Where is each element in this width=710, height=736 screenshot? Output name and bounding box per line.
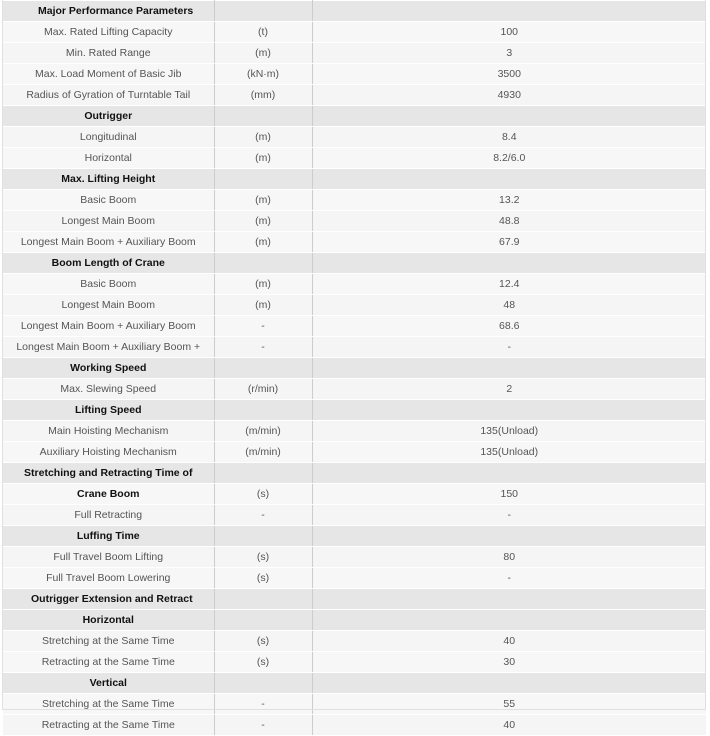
- section-header-row: [3, 610, 706, 631]
- parameter-value: 150: [312, 484, 706, 505]
- section-title: Major Performance Parameters: [3, 1, 214, 22]
- parameter-name: Longest Main Boom: [3, 295, 214, 316]
- parameter-value: [312, 358, 706, 379]
- parameter-unit: [214, 673, 312, 694]
- parameter-value: [312, 106, 706, 127]
- table-row: [3, 274, 706, 295]
- parameter-unit: [214, 106, 312, 127]
- parameter-unit: (r/min): [214, 379, 312, 400]
- parameter-unit: [214, 526, 312, 547]
- parameter-name: Min. Rated Range: [3, 43, 214, 64]
- parameter-name: Max. Rated Lifting Capacity: [3, 22, 214, 43]
- parameter-unit: (m): [214, 148, 312, 169]
- parameter-name: Longest Main Boom + Auxiliary Boom: [3, 316, 214, 337]
- parameter-unit: [214, 463, 312, 484]
- parameter-name: Radius of Gyration of Turntable Tail: [3, 85, 214, 106]
- section-title: Vertical: [3, 673, 214, 694]
- parameter-value: 3: [312, 43, 706, 64]
- parameter-value: 100: [312, 22, 706, 43]
- parameter-name: Stretching at the Same Time: [3, 631, 214, 652]
- parameter-value: [312, 253, 706, 274]
- parameter-value: 4930: [312, 85, 706, 106]
- parameter-name: Max. Load Moment of Basic Jib: [3, 64, 214, 85]
- parameter-value: 2: [312, 379, 706, 400]
- parameter-name: Basic Boom: [3, 190, 214, 211]
- parameter-unit: (s): [214, 631, 312, 652]
- parameter-unit: (m): [214, 232, 312, 253]
- table-row: [3, 190, 706, 211]
- parameter-unit: [214, 358, 312, 379]
- parameter-value: 8.2/6.0: [312, 148, 706, 169]
- table-row: [3, 379, 706, 400]
- parameter-value: 40: [312, 631, 706, 652]
- parameter-unit: -: [214, 715, 312, 736]
- table-row: [3, 715, 706, 736]
- section-header-row: [3, 1, 706, 22]
- section-header-row: [3, 358, 706, 379]
- parameter-name: Auxiliary Hoisting Mechanism: [3, 442, 214, 463]
- parameter-value: 40: [312, 715, 706, 736]
- parameter-name: Retracting at the Same Time: [3, 652, 214, 673]
- parameter-value: 13.2: [312, 190, 706, 211]
- table-row: [3, 652, 706, 673]
- parameter-name: Crane Boom: [3, 484, 214, 505]
- parameter-name: Longest Main Boom: [3, 211, 214, 232]
- table-row: [3, 421, 706, 442]
- section-header-row: [3, 400, 706, 421]
- parameter-value: 8.4: [312, 127, 706, 148]
- table-row: [3, 442, 706, 463]
- parameter-unit: -: [214, 505, 312, 526]
- section-title: Outrigger Extension and Retract: [3, 589, 214, 610]
- parameter-unit: (mm): [214, 85, 312, 106]
- parameter-name: Basic Boom: [3, 274, 214, 295]
- parameter-value: 135(Unload): [312, 442, 706, 463]
- parameter-name: Main Hoisting Mechanism: [3, 421, 214, 442]
- table-row: [3, 631, 706, 652]
- parameter-unit: -: [214, 316, 312, 337]
- table-row: [3, 43, 706, 64]
- parameter-value: [312, 400, 706, 421]
- parameter-value: 48: [312, 295, 706, 316]
- parameter-name: Retracting at the Same Time: [3, 715, 214, 736]
- parameter-value: [312, 1, 706, 22]
- table-row: [3, 127, 706, 148]
- section-title: Outrigger: [3, 106, 214, 127]
- table-row: [3, 148, 706, 169]
- parameter-value: 67.9: [312, 232, 706, 253]
- section-header-row: [3, 106, 706, 127]
- parameter-unit: (m): [214, 274, 312, 295]
- parameter-unit: -: [214, 694, 312, 715]
- parameter-unit: -: [214, 337, 312, 358]
- parameter-unit: [214, 400, 312, 421]
- parameter-unit: (t): [214, 22, 312, 43]
- parameter-name: Max. Slewing Speed: [3, 379, 214, 400]
- parameter-name: Longest Main Boom + Auxiliary Boom +: [3, 337, 214, 358]
- parameter-value: [312, 526, 706, 547]
- table-row: [3, 337, 706, 358]
- table-row: [3, 694, 706, 715]
- table-row: [3, 568, 706, 589]
- parameter-unit: [214, 610, 312, 631]
- parameter-name: Horizontal: [3, 148, 214, 169]
- performance-parameters-table: [3, 0, 706, 736]
- parameter-unit: (m): [214, 43, 312, 64]
- parameter-value: -: [312, 337, 706, 358]
- parameter-value: -: [312, 505, 706, 526]
- section-title: Working Speed: [3, 358, 214, 379]
- section-header-row: [3, 463, 706, 484]
- table-row: [3, 22, 706, 43]
- parameter-unit: [214, 1, 312, 22]
- parameter-unit: [214, 169, 312, 190]
- parameter-unit: [214, 253, 312, 274]
- section-header-row: [3, 589, 706, 610]
- parameter-unit: [214, 589, 312, 610]
- parameter-name: Longitudinal: [3, 127, 214, 148]
- parameter-unit: (m): [214, 190, 312, 211]
- section-title: Stretching and Retracting Time of: [3, 463, 214, 484]
- parameter-value: 12.4: [312, 274, 706, 295]
- table-body: [3, 1, 706, 736]
- parameter-value: [312, 589, 706, 610]
- table-row: [3, 232, 706, 253]
- table-row: [3, 505, 706, 526]
- parameter-unit: (m/min): [214, 421, 312, 442]
- table-row: [3, 547, 706, 568]
- parameter-name: Longest Main Boom + Auxiliary Boom: [3, 232, 214, 253]
- parameter-unit: (m): [214, 295, 312, 316]
- section-header-row: [3, 673, 706, 694]
- parameter-value: 55: [312, 694, 706, 715]
- table-row: [3, 64, 706, 85]
- parameter-name: Full Travel Boom Lowering: [3, 568, 214, 589]
- parameter-name: Stretching at the Same Time: [3, 694, 214, 715]
- section-title: Horizontal: [3, 610, 214, 631]
- section-title: Lifting Speed: [3, 400, 214, 421]
- section-title: Max. Lifting Height: [3, 169, 214, 190]
- parameter-unit: (s): [214, 547, 312, 568]
- section-header-row: [3, 169, 706, 190]
- parameter-value: [312, 169, 706, 190]
- parameter-unit: (m): [214, 127, 312, 148]
- parameter-unit: (s): [214, 652, 312, 673]
- parameter-name: Full Retracting: [3, 505, 214, 526]
- parameter-value: [312, 673, 706, 694]
- parameter-unit: (kN·m): [214, 64, 312, 85]
- parameter-value: 30: [312, 652, 706, 673]
- parameter-value: 135(Unload): [312, 421, 706, 442]
- table-row: [3, 484, 706, 505]
- parameter-unit: (m): [214, 211, 312, 232]
- section-title: Luffing Time: [3, 526, 214, 547]
- parameter-value: 3500: [312, 64, 706, 85]
- parameter-value: 80: [312, 547, 706, 568]
- table-row: [3, 316, 706, 337]
- parameter-name: Full Travel Boom Lifting: [3, 547, 214, 568]
- table-row: [3, 211, 706, 232]
- section-header-row: [3, 526, 706, 547]
- table-row: [3, 85, 706, 106]
- parameter-value: [312, 463, 706, 484]
- table-row: [3, 295, 706, 316]
- section-header-row: [3, 253, 706, 274]
- parameter-value: 48.8: [312, 211, 706, 232]
- parameter-value: 68.6: [312, 316, 706, 337]
- parameter-value: -: [312, 568, 706, 589]
- parameter-value: [312, 610, 706, 631]
- parameter-unit: (s): [214, 484, 312, 505]
- section-title: Boom Length of Crane: [3, 253, 214, 274]
- parameter-unit: (s): [214, 568, 312, 589]
- parameter-unit: (m/min): [214, 442, 312, 463]
